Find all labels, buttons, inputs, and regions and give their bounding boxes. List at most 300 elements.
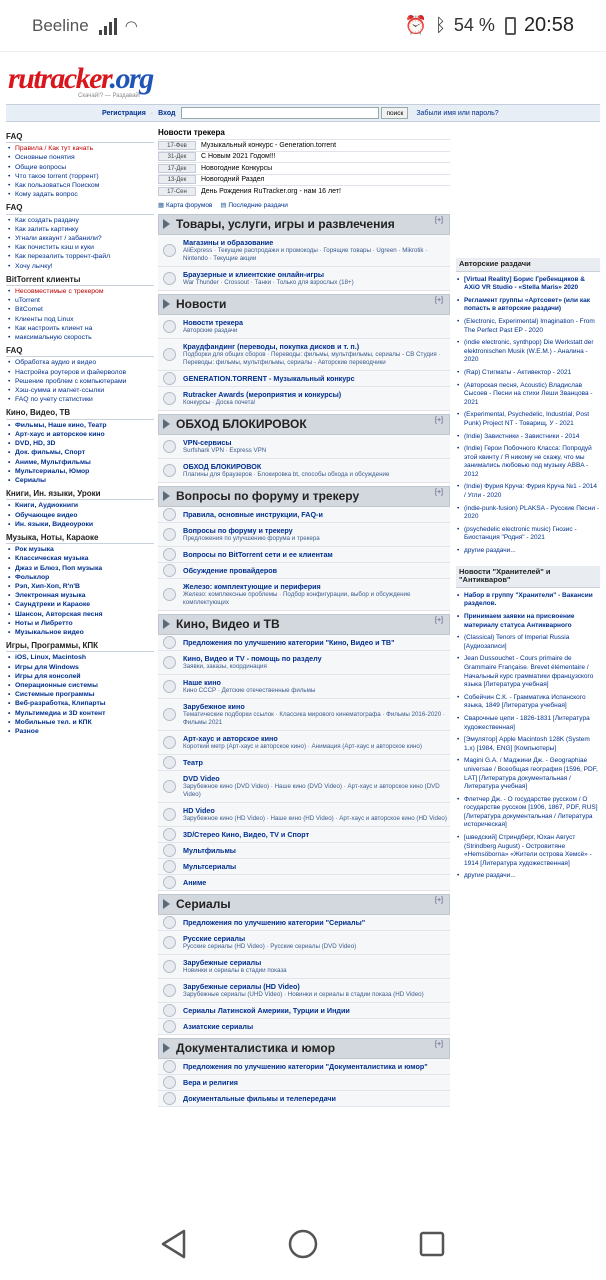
- forum-title-link[interactable]: Обсуждение провайдеров: [183, 565, 278, 575]
- forum-row: [158, 563, 450, 579]
- sidebar-link[interactable]: • Аниме, Мультфильмы: [6, 458, 154, 467]
- forum-category: [158, 894, 450, 1035]
- release-link[interactable]: • (Indie) Фурия Круча: Фурия Круча №1 - 2014 / Угли - 2020: [456, 483, 600, 500]
- forum-status-icon: [158, 1003, 180, 1018]
- sidebar-link[interactable]: • Как перезалить торрент-файл: [6, 252, 154, 261]
- release-link[interactable]: • Собейчин С.К. - Грамматика Испанского языка, 1849 [Литература учебная]: [456, 694, 600, 711]
- expand-toggle[interactable]: [+]: [435, 616, 443, 624]
- news-row: [158, 185, 450, 197]
- forum-row: [158, 651, 450, 675]
- forum-row: [158, 435, 450, 459]
- release-link[interactable]: • другие раздачи...: [456, 547, 600, 556]
- forum-status-icon: [158, 859, 180, 874]
- sidebar-heading: Книги, Ин. языки, Уроки: [6, 489, 154, 500]
- forum-status-icon: [158, 875, 180, 890]
- forum-status-icon: [158, 563, 180, 578]
- news-link[interactable]: День Рождения RuTracker.org - нам 16 лет!: [201, 187, 341, 195]
- sidebar-link[interactable]: • максимальную скорость: [6, 333, 154, 342]
- sidebar-link[interactable]: • Фольклор: [6, 573, 154, 582]
- subforum-links[interactable]: Подборки для общих сборов · Переводы: фильмы, мультфильмы, сериалы - СВ Студия · Переводы: фильмы, мультфильмы, сериалы - Авторские переводчики: [183, 350, 441, 366]
- sidebar-link[interactable]: • Как настроить клиент на: [6, 324, 154, 333]
- release-link[interactable]: • Набор в группу "Хранители" - Вакансии разделов.: [456, 592, 600, 609]
- forum-body: [180, 267, 450, 290]
- forum-title-link[interactable]: Зарубежные сериалы: [183, 957, 262, 967]
- forum-body: [180, 979, 450, 1002]
- sidebar-link[interactable]: • Рок музыка: [6, 545, 154, 554]
- forum-title-link[interactable]: Мультсериалы: [183, 861, 237, 871]
- subforum-links[interactable]: Авторские раздачи: [183, 326, 238, 334]
- carrier-name: Beeline: [32, 15, 89, 35]
- forum-row: [158, 731, 450, 755]
- wifi-icon: ◠: [124, 17, 138, 35]
- forum-body: [180, 579, 450, 610]
- forum-title-link[interactable]: GENERATION.TORRENT - Музыкальный конкурс: [183, 373, 355, 383]
- category-header[interactable]: [158, 614, 450, 635]
- release-link[interactable]: • другие раздачи...: [456, 872, 600, 881]
- forum-title-link[interactable]: Зарубежные сериалы (HD Video): [183, 981, 300, 991]
- forum-row: [158, 915, 450, 931]
- news-date: 17-Сен: [158, 187, 196, 196]
- forum-title-link[interactable]: Театр: [183, 757, 203, 767]
- forum-body: [180, 371, 450, 386]
- forum-row: [158, 235, 450, 267]
- sidebar-link[interactable]: • Обучающее видео: [6, 511, 154, 520]
- login-link[interactable]: Вход: [158, 109, 176, 117]
- sidebar-link[interactable]: • Веб-разработка, Клипарты: [6, 699, 154, 708]
- forum-body: [180, 339, 450, 370]
- back-button[interactable]: [154, 1224, 194, 1264]
- forum-status-icon: [158, 635, 180, 650]
- forum-category: [158, 1038, 450, 1107]
- collapse-arrow-icon: [163, 899, 170, 909]
- forum-title-link[interactable]: Предложения по улучшению категории "Кино, Видео и ТВ": [183, 637, 395, 647]
- forum-row: [158, 955, 450, 979]
- forum-title-link[interactable]: Новости трекера: [183, 317, 244, 327]
- forum-status-icon: [158, 435, 180, 458]
- forum-body: [180, 435, 450, 458]
- home-icon: [288, 1229, 318, 1259]
- sidebar-link[interactable]: • Правила / Как тут качать: [6, 144, 154, 153]
- expand-toggle[interactable]: [+]: [435, 416, 443, 424]
- forum-row: [158, 459, 450, 483]
- news-title: Новости трекера: [158, 128, 225, 137]
- forum-body: [180, 235, 450, 266]
- forum-row: [158, 875, 450, 891]
- sidebar-link[interactable]: • Несовместимые с трекером: [6, 287, 154, 296]
- forum-status-icon: [158, 507, 180, 522]
- expand-toggle[interactable]: [+]: [435, 216, 443, 224]
- tracker-news: [158, 128, 450, 211]
- sidebar-heading: FAQ: [6, 132, 154, 143]
- news-link[interactable]: С Новым 2021 Годом!!!: [201, 153, 276, 161]
- category-header[interactable]: [158, 214, 450, 235]
- forum-body: [180, 651, 450, 674]
- sidebar-link[interactable]: • Книги, Аудиокниги: [6, 501, 154, 510]
- subforum-links[interactable]: Зарубежное кино (HD Video) · Наше кино (HD Video) · Арт-хаус и авторское кино (HD Video): [183, 814, 447, 822]
- sidebar-link[interactable]: • BitComet: [6, 305, 154, 314]
- category-header[interactable]: [158, 414, 450, 435]
- release-link[interactable]: • Сварочные цепи - 1826-1831 [Литература художественная]: [456, 715, 600, 732]
- sidebar-link[interactable]: • Джаз и Блюз, Поп музыка: [6, 564, 154, 573]
- collapse-arrow-icon: [163, 619, 170, 629]
- register-link[interactable]: Регистрация: [102, 109, 146, 117]
- keepers-news-title: Новости "Хранителей" и "Антикваров": [456, 566, 600, 588]
- battery-percent: 54 %: [453, 15, 495, 35]
- release-link[interactable]: • (Авторская песня, Acoustic) Владислав Сысоев - Песни на стихи Леши Званцова - 2021: [456, 382, 600, 408]
- category-header[interactable]: [158, 486, 450, 507]
- forum-body: [180, 731, 450, 754]
- sidebar-link[interactable]: • Классическая музыка: [6, 554, 154, 563]
- sidebar-link[interactable]: • Рэп, Хип-Хоп, R'n'B: [6, 582, 154, 591]
- release-link[interactable]: • (Indie) Герои Побочного Класса: Попродуй этой квинту / Я никому не скажу, что мы занимались любовью под музыку ABBA - 2012: [456, 445, 600, 479]
- sidebar-link[interactable]: • Основные понятия: [6, 153, 154, 162]
- forum-title-link[interactable]: 3D/Стерео Кино, Видео, TV и Спорт: [183, 829, 310, 839]
- sidebar-link[interactable]: • Настройка роутеров и файерволов: [6, 368, 154, 377]
- last-releases-label: Последние раздачи: [228, 202, 288, 209]
- forum-row: [158, 771, 450, 803]
- sidebar-link[interactable]: • Обработка аудио и видео: [6, 358, 154, 367]
- sidebar-link[interactable]: • Операционные системы: [6, 681, 154, 690]
- sidebar-link[interactable]: • DVD, HD, 3D: [6, 439, 154, 448]
- forum-status-icon: [158, 843, 180, 858]
- forum-row: [158, 755, 450, 771]
- forum-status-icon: [158, 915, 180, 930]
- forum-category: [158, 486, 450, 611]
- right-sidebar: [456, 128, 600, 881]
- forum-status-icon: [158, 675, 180, 698]
- sidebar-link[interactable]: • Игры для консолей: [6, 672, 154, 681]
- forum-title-link[interactable]: Краудфандинг (переводы, покупка дисков и т. п.): [183, 341, 360, 351]
- sidebar-link[interactable]: • Ин. языки, Видеоуроки: [6, 520, 154, 529]
- subforum-links[interactable]: Короткий метр (Арт-хаус и авторское кино) · Анимация (Арт-хаус и авторское кино): [183, 742, 422, 750]
- forum-body: [180, 635, 450, 650]
- subforum-links[interactable]: Железо: комплексные проблемы · Подбор конфигурации, выбор и обсуждение комплектующих: [183, 590, 411, 606]
- sidebar-link[interactable]: • Музыкальное видео: [6, 628, 154, 637]
- sidebar-link[interactable]: • Системные программы: [6, 690, 154, 699]
- forum-body: [180, 699, 450, 730]
- forum-row: [158, 827, 450, 843]
- forum-body: [180, 1075, 450, 1090]
- android-nav-bar: [0, 1208, 606, 1280]
- forum-body: [180, 1059, 450, 1074]
- subforum-links[interactable]: Плагины для браузеров · Блокировка bt, способы обхода и обсуждение: [183, 470, 390, 478]
- forum-body: [180, 771, 450, 802]
- forum-title-link[interactable]: Кино, Видео и ТV - помощь по разделу: [183, 653, 322, 663]
- forum-body: [180, 859, 450, 874]
- forum-row: [158, 1019, 450, 1035]
- forum-body: [180, 915, 450, 930]
- subforum-links[interactable]: AliExpress · Текущие распродажи и промокоды · Горящие товары · Ugreen · Mikrotik · Nintendo · Текущие акции: [183, 246, 428, 262]
- recents-icon: [419, 1231, 445, 1257]
- forum-title-link[interactable]: Зарубежное кино: [183, 701, 245, 711]
- news-date: 31-Дек: [158, 152, 196, 161]
- forum-map-label: Карта форумов: [165, 202, 213, 209]
- forum-status-icon: [158, 547, 180, 562]
- collapse-arrow-icon: [163, 219, 170, 229]
- forum-status-icon: [158, 1091, 180, 1106]
- news-row: [158, 174, 450, 186]
- subforum-links[interactable]: Новинки и сериалы в стадии показа: [183, 966, 287, 974]
- news-row: [158, 139, 450, 151]
- forum-title-link[interactable]: Железо: комплектующие и периферия: [183, 581, 321, 591]
- forum-status-icon: [158, 387, 180, 410]
- subforum-links[interactable]: Заявки, заказы, координация: [183, 662, 267, 670]
- category-header[interactable]: [158, 1038, 450, 1059]
- expand-toggle[interactable]: [+]: [435, 1040, 443, 1048]
- forgot-password-link[interactable]: Забыли имя или пароль?: [416, 109, 499, 117]
- news-link[interactable]: Новогодние Конкурсы: [201, 164, 273, 172]
- sidebar-link[interactable]: • Решение проблем с компьютерами: [6, 377, 154, 386]
- release-link[interactable]: • Регламент группы «Артсовет» (или как попасть в авторские раздачи): [456, 297, 600, 314]
- subforum-links[interactable]: Предложения по улучшению форума и трекера: [183, 534, 320, 542]
- collapse-arrow-icon: [163, 419, 170, 429]
- forum-row: [158, 1003, 450, 1019]
- sidebar-link[interactable]: • iOS, Linux, Macintosh: [6, 653, 154, 662]
- forum-status-icon: [158, 1059, 180, 1074]
- category-title: ОБХОД БЛОКИРОВОК: [176, 417, 307, 431]
- subforum-links[interactable]: Зарубежные сериалы (UHD Video) · Новинки и сериалы в стадии показа (HD Video): [183, 990, 424, 998]
- forum-status-icon: [158, 755, 180, 770]
- subforum-links[interactable]: War Thunder · Crossout · Танки · Только для взрослых (18+): [183, 278, 354, 286]
- forum-row: [158, 979, 450, 1003]
- forum-body: [180, 827, 450, 842]
- subforum-links[interactable]: Тематические подборки ссылок · Классика мирового кинематографа · Фильмы 2016-2020 · Фильмы 2021: [183, 710, 445, 726]
- forum-body: [180, 547, 450, 562]
- forum-row: [158, 507, 450, 523]
- subforum-links[interactable]: Surfshark VPN · Express VPN: [183, 446, 267, 454]
- release-link[interactable]: • (psychedelic electronic music) Гнозис - Биостанция "Родня" - 2021: [456, 526, 600, 543]
- home-button[interactable]: [283, 1224, 323, 1264]
- forum-title-link[interactable]: Браузерные и клиентские онлайн-игры: [183, 269, 325, 279]
- sidebar-link[interactable]: • Фильмы, Наше кино, Театр: [6, 421, 154, 430]
- forum-title-link[interactable]: Rutracker Awards (мероприятия и конкурсы): [183, 389, 342, 399]
- sidebar-link[interactable]: • Разное: [6, 727, 154, 736]
- forum-row: [158, 371, 450, 387]
- forum-title-link[interactable]: Предложения по улучшению категории "Документалистика и юмор": [183, 1061, 428, 1071]
- forum-row: [158, 523, 450, 547]
- news-date: 17-Дек: [158, 164, 196, 173]
- bluetooth-icon: ᛒ: [435, 15, 446, 35]
- collapse-arrow-icon: [163, 299, 170, 309]
- forum-body: [180, 1003, 450, 1018]
- sidebar-link[interactable]: • Что такое torrent (торрент): [6, 172, 154, 181]
- collapse-arrow-icon: [163, 491, 170, 501]
- forum-map-link[interactable]: [158, 201, 212, 209]
- sidebar-link[interactable]: • Док. фильмы, Спорт: [6, 448, 154, 457]
- sidebar-link[interactable]: • Общие вопросы: [6, 163, 154, 172]
- sidebar-link[interactable]: • Как создать раздачу: [6, 216, 154, 225]
- forum-body: [180, 563, 450, 578]
- forum-status-icon: [158, 979, 180, 1002]
- forum-status-icon: [158, 803, 180, 826]
- release-link[interactable]: • Принимаем заявки на присвоение материалу статуса Антикварного: [456, 613, 600, 630]
- forum-row: [158, 547, 450, 563]
- forum-status-icon: [158, 267, 180, 290]
- forum-body: [180, 803, 450, 826]
- category-title: Новости: [176, 297, 227, 311]
- forum-title-link[interactable]: Документальные фильмы и телепередачи: [183, 1093, 336, 1103]
- forum-title-link[interactable]: Предложения по улучшению категории "Сериалы": [183, 917, 366, 927]
- sidebar-heading: Кино, Видео, ТВ: [6, 408, 154, 419]
- forum-status-icon: [158, 579, 180, 610]
- forum-status-icon: [158, 1019, 180, 1034]
- sidebar-link[interactable]: • Как почистить кэш и куки: [6, 243, 154, 252]
- sidebar-link[interactable]: • Клиенты под Linux: [6, 315, 154, 324]
- forum-title-link[interactable]: Аниме: [183, 877, 207, 887]
- forum-category: [158, 614, 450, 891]
- sidebar-heading: FAQ: [6, 346, 154, 357]
- release-link[interactable]: • (Experimental, Psychedelic, Industrial, Post Punk) Project NT - Товарищ, У - 2021: [456, 411, 600, 428]
- search-button[interactable]: поиск: [381, 107, 408, 119]
- forum-row: [158, 579, 450, 611]
- news-link[interactable]: Новогодний Раздел: [201, 176, 265, 184]
- release-link[interactable]: • Флетчер Дж. - О государстве русском / О государстве русском [1906, 1867, PDF, RUS] [Литература документальная / Литература историческая]: [456, 796, 600, 830]
- site-logo[interactable]: [8, 62, 158, 102]
- signal-icon: [99, 17, 117, 35]
- map-icon: ▦: [158, 202, 165, 209]
- release-link[interactable]: • [шведский] Стриндберг, Юхан Август (Strindberg August) - Островитяне «Hemsöborna» «Жители острова Хемсё» - 1914 [Литература художественная]: [456, 834, 600, 868]
- expand-toggle[interactable]: [+]: [435, 296, 443, 304]
- subforum-links[interactable]: Зарубежное кино (DVD Video) · Наше кино (DVD Video) · Арт-хаус и авторское кино (DVD Video): [183, 782, 440, 798]
- expand-toggle[interactable]: [+]: [435, 896, 443, 904]
- forum-body: [180, 955, 450, 978]
- forum-body: [180, 931, 450, 954]
- forum-title-link[interactable]: Вопросы по форуму и трекеру: [183, 525, 293, 535]
- category-title: Товары, услуги, игры и развлечения: [176, 217, 395, 231]
- forum-row: [158, 315, 450, 339]
- sidebar-link[interactable]: • Кому задать вопрос: [6, 190, 154, 199]
- category-title: Сериалы: [176, 897, 231, 911]
- news-link[interactable]: Музыкальный конкурс - Generation.torrent: [201, 141, 337, 149]
- release-link[interactable]: • [Эмулятор] Apple Macintosh 128K (System 1.x) [1984, ENG] [Компьютеры]: [456, 736, 600, 753]
- sidebar-link[interactable]: • Мультимедиа и 3D контент: [6, 709, 154, 718]
- main-content: [158, 128, 450, 1107]
- sidebar-link[interactable]: • FAQ по учету статистики: [6, 395, 154, 404]
- forum-body: [180, 1019, 450, 1034]
- sidebar-link[interactable]: • uTorrent: [6, 296, 154, 305]
- forum-title-link[interactable]: DVD Video: [183, 773, 220, 783]
- forum-body: [180, 387, 450, 410]
- collapse-arrow-icon: [163, 1043, 170, 1053]
- forum-body: [180, 755, 450, 770]
- forum-body: [180, 315, 450, 338]
- sidebar-link[interactable]: • Саундтреки и Караоке: [6, 600, 154, 609]
- forum-title-link[interactable]: Правила, основные инструкции, FAQ-и: [183, 509, 323, 519]
- sidebar-link[interactable]: • Ноты и Либретто: [6, 619, 154, 628]
- forum-status-icon: [158, 235, 180, 266]
- back-icon: [160, 1229, 188, 1259]
- sidebar-heading: BitTorrent клиенты: [6, 275, 154, 286]
- forum-title-link[interactable]: Мультфильмы: [183, 845, 236, 855]
- sidebar-link[interactable]: • Как залить картинку: [6, 225, 154, 234]
- release-link[interactable]: • (Indie) Завистники - Завистники - 2014: [456, 433, 600, 442]
- forum-row: [158, 803, 450, 827]
- sidebar-link[interactable]: • Хочу лычку!: [6, 262, 154, 271]
- forum-status-icon: [158, 827, 180, 842]
- news-row: [158, 162, 450, 174]
- sidebar-heading: Музыка, Ноты, Караоке: [6, 533, 154, 544]
- forum-title-link[interactable]: Арт-хаус и авторское кино: [183, 733, 278, 743]
- forum-title-link[interactable]: Вера и религия: [183, 1077, 238, 1087]
- subforum-links[interactable]: Кино СССР · Детские отечественные фильмы: [183, 686, 316, 694]
- list-icon: ▤: [220, 202, 227, 209]
- sidebar-link[interactable]: • Хэш-сумма и магнет-ссылки: [6, 386, 154, 395]
- release-link[interactable]: • (Rap) Стигматы - Активектор - 2021: [456, 369, 600, 378]
- forum-row: [158, 843, 450, 859]
- forum-category: [158, 414, 450, 483]
- sidebar-link[interactable]: • Шансон, Авторская песня: [6, 610, 154, 619]
- forum-title-link[interactable]: ОБХОД БЛОКИРОВОК: [183, 461, 262, 471]
- forum-body: [180, 1091, 450, 1106]
- sidebar-link[interactable]: • Мультсериалы, Юмор: [6, 467, 154, 476]
- forum-status-icon: [158, 771, 180, 802]
- sidebar-link[interactable]: • Угнали аккаунт / забанили?: [6, 234, 154, 243]
- category-header[interactable]: [158, 294, 450, 315]
- forum-title-link[interactable]: Магазины и образование: [183, 237, 274, 247]
- forum-title-link[interactable]: Вопросы по BitTorrent сети и ее клиентам: [183, 549, 333, 559]
- forum-row: [158, 635, 450, 651]
- forum-title-link[interactable]: HD Video: [183, 805, 215, 815]
- forum-title-link[interactable]: Русские сериалы: [183, 933, 246, 943]
- subforum-links[interactable]: Конкурсы · Доска почета!: [183, 398, 256, 406]
- forum-body: [180, 875, 450, 890]
- news-date: 17-Фев: [158, 141, 196, 150]
- forum-title-link[interactable]: Наше кино: [183, 677, 221, 687]
- forum-category: [158, 214, 450, 291]
- forum-body: [180, 843, 450, 858]
- forum-title-link[interactable]: Сериалы Латинской Америки, Турции и Индии: [183, 1005, 350, 1015]
- sidebar-link[interactable]: • Арт-хаус и авторское кино: [6, 430, 154, 439]
- forum-row: [158, 931, 450, 955]
- forum-row: [158, 699, 450, 731]
- forum-row: [158, 859, 450, 875]
- release-link[interactable]: • Magini G.A. / Маджини Дж. - Geographiae universae / Всеобщая география [1596, PDF, LAT] [Литература документальная / Литература учебная]: [456, 757, 600, 791]
- sidebar-link[interactable]: • Игры для Windows: [6, 663, 154, 672]
- expand-toggle[interactable]: [+]: [435, 488, 443, 496]
- forum-title-link[interactable]: Азиатские сериалы: [183, 1021, 254, 1031]
- release-link[interactable]: • Jean Dussouchet - Cours primaire de Grammaire Française. Brevet élémentaire / Начальный курс грамматики французского языка [Литература учебная]: [456, 655, 600, 689]
- release-link[interactable]: • (Classical) Tenors of Imperial Russia [Аудиозаписи]: [456, 634, 600, 651]
- alarm-icon: ⏰: [404, 15, 428, 35]
- sidebar-link[interactable]: • Сериалы: [6, 476, 154, 485]
- news-row: [158, 151, 450, 163]
- battery-icon: [505, 17, 516, 35]
- news-date: 13-Дек: [158, 175, 196, 184]
- release-link[interactable]: • [Virtual Reality] Борис Гребенщиков & AXiO VR Studio - «Stella Maris» 2020: [456, 276, 600, 293]
- forum-status-icon: [158, 699, 180, 730]
- forum-status-icon: [158, 1075, 180, 1090]
- release-link[interactable]: • (indie electronic, synthpop) Die Werkstatt der elektronischen Musik (W.E.M.) - Аналина - 2020: [456, 339, 600, 365]
- forum-row: [158, 1075, 450, 1091]
- sidebar-heading: Игры, Программы, КПК: [6, 641, 154, 652]
- sidebar-link[interactable]: • Мобильные тел. и КПК: [6, 718, 154, 727]
- forum-links: [158, 200, 450, 211]
- sidebar-link[interactable]: • Как пользоваться Поиском: [6, 181, 154, 190]
- forum-body: [180, 459, 450, 482]
- search-input[interactable]: [181, 107, 379, 119]
- last-releases-link[interactable]: [220, 201, 287, 209]
- sidebar-heading: FAQ: [6, 203, 154, 214]
- sidebar-link[interactable]: • Электронная музыка: [6, 591, 154, 600]
- forum-row: [158, 1059, 450, 1075]
- subforum-links[interactable]: Русские сериалы (HD Video) · Русские сериалы (DVD Video): [183, 942, 357, 950]
- forum-title-link[interactable]: VPN-сервисы: [183, 437, 232, 447]
- forum-row: [158, 339, 450, 371]
- recents-button[interactable]: [412, 1224, 452, 1264]
- release-link[interactable]: • (Electronic, Experimental) Imagination - From The Perfect Past EP - 2020: [456, 318, 600, 335]
- release-link[interactable]: • (indie-punk-fusion) PLAKSA - Русские Песни - 2020: [456, 505, 600, 522]
- category-header[interactable]: [158, 894, 450, 915]
